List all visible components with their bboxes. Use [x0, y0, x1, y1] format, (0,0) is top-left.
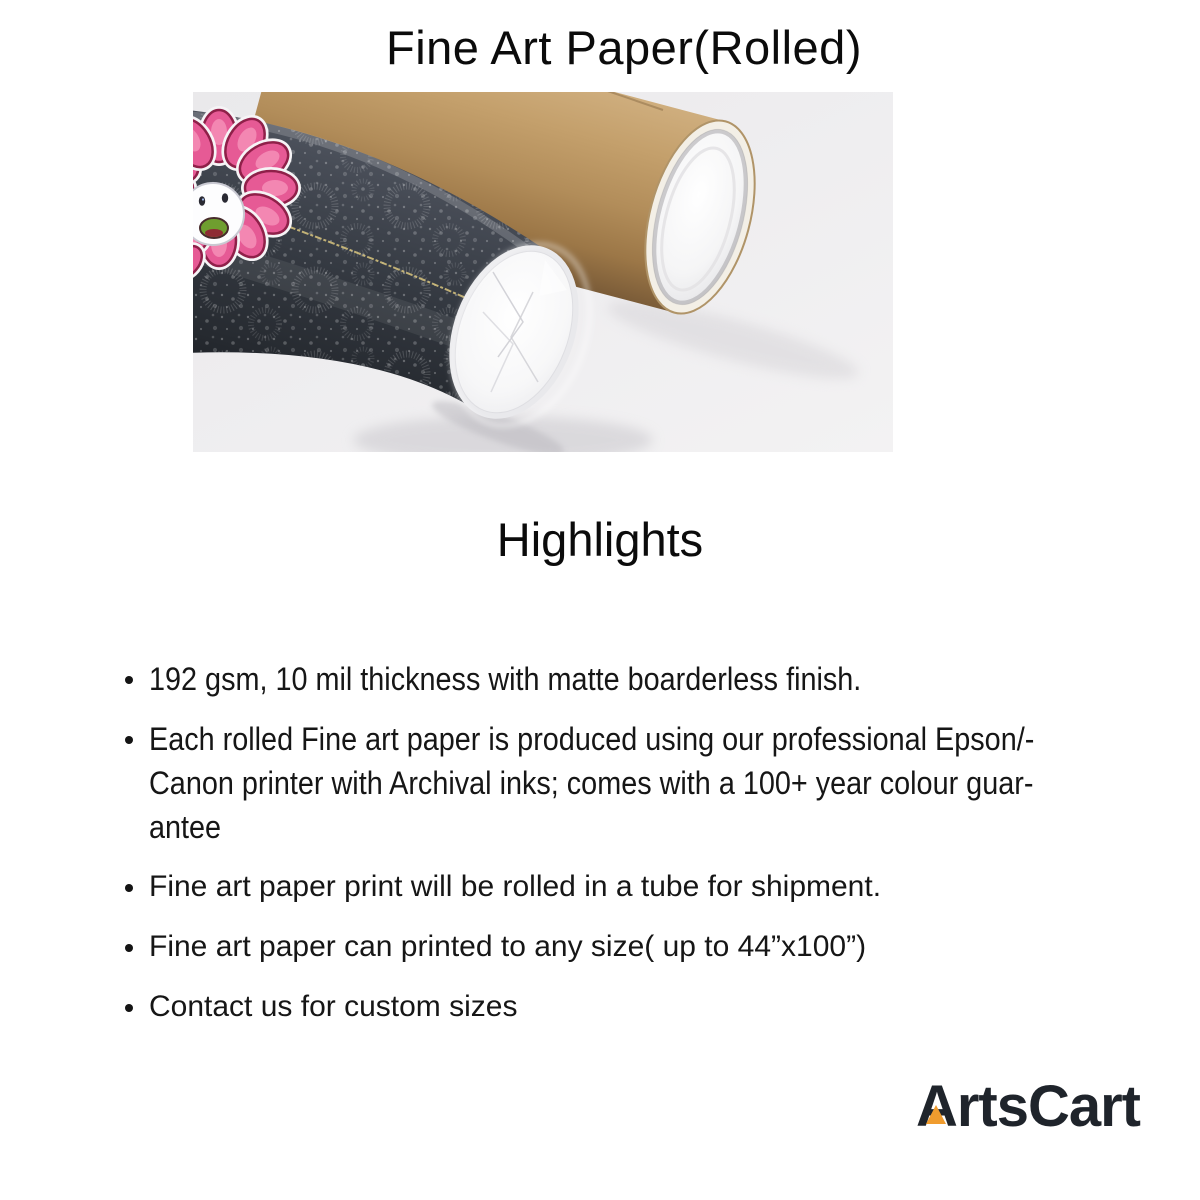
highlight-text: antee — [149, 809, 222, 845]
logo-letter-a-text: A — [915, 1074, 957, 1139]
highlight-item — [125, 985, 1160, 1029]
highlight-text: Fine art paper can printed to any size( up to 44”x100”) — [149, 930, 867, 963]
highlight-item — [125, 717, 1160, 849]
bullet-dot — [125, 676, 133, 684]
highlights-list — [125, 657, 1160, 1045]
highlight-text: Each rolled Fine art paper is produced using our professional Epson/- — [149, 721, 1035, 757]
highlights-heading: Highlights — [496, 513, 704, 566]
highlight-item — [125, 865, 1160, 909]
page-title: Fine Art Paper(Rolled) — [386, 21, 862, 74]
logo-text: rtsCart — [956, 1074, 1140, 1139]
bullet-dot — [125, 1004, 133, 1012]
highlight-text: Fine art paper print will be rolled in a tube for shipment. — [149, 870, 882, 903]
product-photo — [193, 92, 893, 452]
highlight-item — [125, 657, 1160, 701]
highlight-text: Contact us for custom sizes — [149, 990, 518, 1023]
bullet-dot — [125, 944, 133, 952]
highlight-item — [125, 925, 1160, 969]
highlight-text: Canon printer with Archival inks; comes with a 100+ year colour guar- — [149, 765, 1034, 801]
brand-logo — [916, 1075, 1140, 1139]
bullet-dot — [125, 736, 133, 744]
logo-letter-a — [916, 1075, 957, 1139]
highlight-text: 192 gsm, 10 mil thickness with matte boarderless finish. — [149, 661, 862, 697]
logo-triangle-icon — [926, 1105, 946, 1124]
bullet-dot — [125, 884, 133, 892]
